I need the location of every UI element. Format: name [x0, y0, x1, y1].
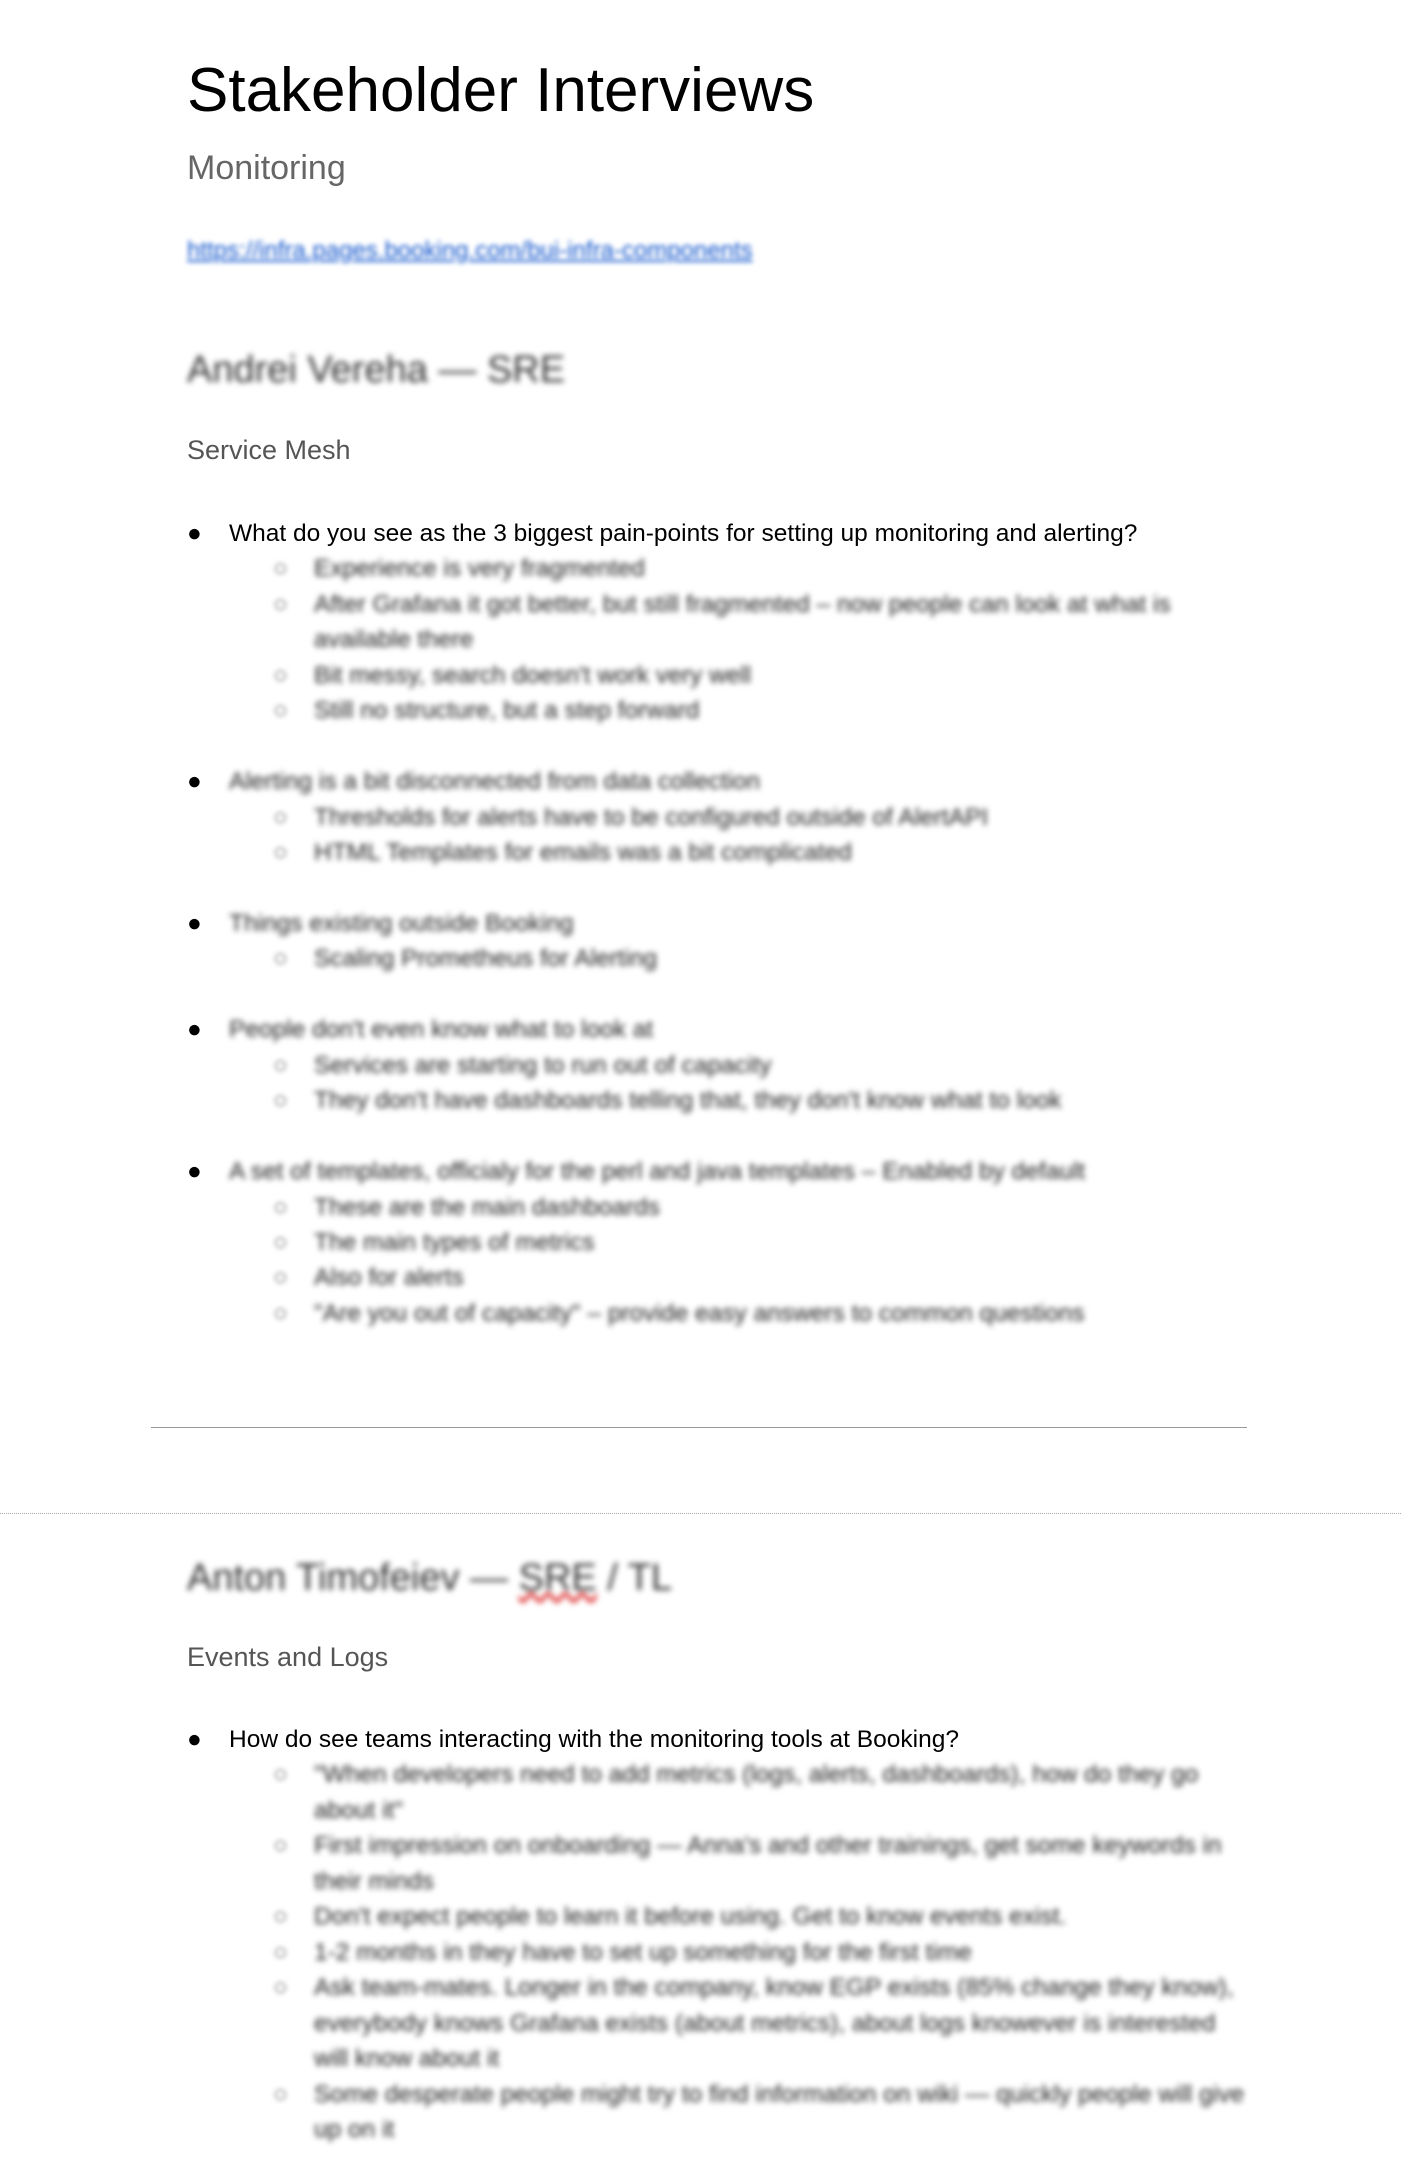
list-item-text: Alerting is a bit disconnected from data collection — [229, 768, 761, 796]
circle-bullet-icon: ○ — [273, 839, 288, 867]
bullet-group — [187, 516, 1247, 729]
bullet-icon: ● — [187, 520, 202, 547]
circle-bullet-icon: ○ — [273, 1974, 288, 2002]
sub-list-item — [187, 587, 1247, 658]
sub-list-item-text: These are the main dashboards — [314, 1193, 660, 1221]
bullet-icon: ● — [187, 768, 202, 796]
sub-list-item — [187, 693, 1247, 728]
sub-list-item-text: 1-2 months in they have to set up something for the first time — [314, 1938, 972, 1966]
bullet-group — [187, 1012, 1247, 1118]
list-item-text: People don't even know what to look at — [229, 1016, 654, 1044]
bullet-icon: ● — [187, 1158, 202, 1186]
sub-list-item-text: Ask team-mates. Longer in the company, know EGP exists (85% change they know), everybody knows Grafana exists (about metrics), about logs knowever is interested will know about it — [314, 1974, 1234, 2073]
list-item-text: What do you see as the 3 biggest pain-points for setting up monitoring and alerting? — [229, 520, 1138, 547]
page-break — [0, 1513, 1401, 1514]
list-item — [187, 906, 1247, 941]
circle-bullet-icon: ○ — [273, 1229, 288, 1256]
circle-bullet-icon: ○ — [273, 697, 288, 725]
circle-bullet-icon: ○ — [273, 1938, 288, 1966]
list-item — [187, 1722, 1247, 1757]
sub-list-item — [187, 1190, 1247, 1225]
sub-list-item — [187, 2077, 1247, 2148]
horizontal-rule — [151, 1427, 1247, 1428]
topic-heading: Service Mesh — [187, 435, 351, 465]
list-item — [187, 1154, 1247, 1189]
interviewee-heading: Andrei Vereha — SRE — [187, 349, 566, 391]
sub-list-item — [187, 1757, 1247, 1828]
document-subtitle: Monitoring — [187, 149, 346, 187]
circle-bullet-icon: ○ — [273, 1903, 288, 1931]
infra-components-link[interactable]: https://infra.pages.booking.com/bui-infra-components — [187, 237, 753, 264]
sub-list-item — [187, 658, 1247, 693]
sub-list-item — [187, 800, 1247, 835]
sub-list-item-text: Thresholds for alerts have to be configured outside of AlertAPI — [314, 803, 989, 831]
sub-list-item — [187, 941, 1247, 976]
circle-bullet-icon: ○ — [273, 1832, 288, 1860]
sub-list-item-text: Some desperate people might try to find information on wiki — quickly people will give up on it — [314, 2080, 1245, 2143]
sub-list-item — [187, 835, 1247, 870]
bullet-group — [187, 1154, 1247, 1331]
circle-bullet-icon: ○ — [273, 803, 288, 831]
list-item — [187, 516, 1247, 551]
bullet-icon: ● — [187, 1726, 202, 1753]
sub-list-item-text: Also for alerts — [314, 1264, 464, 1292]
sub-list-item-text: First impression on onboarding — Anna's and other trainings, get some keywords in their minds — [314, 1832, 1222, 1895]
bullet-group — [187, 764, 1247, 870]
sub-list-item — [187, 1899, 1247, 1934]
bullet-icon: ● — [187, 1016, 202, 1044]
bullet-icon: ● — [187, 909, 202, 937]
interview-notes-list — [187, 516, 1247, 1367]
circle-bullet-icon: ○ — [273, 1761, 288, 1789]
interviewee-role-suffix: / TL — [596, 1557, 673, 1599]
sub-list-item-text: After Grafana it got better, but still fragmented – now people can look at what is available there — [314, 590, 1171, 654]
circle-bullet-icon: ○ — [273, 1193, 288, 1221]
circle-bullet-icon: ○ — [273, 945, 288, 973]
circle-bullet-icon: ○ — [273, 661, 288, 689]
circle-bullet-icon: ○ — [273, 590, 288, 618]
sub-list-item — [187, 1260, 1247, 1295]
list-item-text: A set of templates, officialy for the perl and java templates – Enabled by default — [229, 1158, 1086, 1186]
interview-notes-list — [187, 1722, 1247, 2183]
sub-list-item-text: Don't expect people to learn it before using. Get to know events exist. — [314, 1903, 1067, 1931]
sub-list-item-text: They don't have dashboards telling that, they don't know what to look — [314, 1087, 1062, 1115]
circle-bullet-icon: ○ — [273, 1087, 288, 1115]
interviewee-heading — [187, 1556, 672, 1600]
sub-list-item-text: Services are starting to run out of capacity — [314, 1051, 772, 1079]
circle-bullet-icon: ○ — [273, 555, 288, 583]
sub-list-item-text: Experience is very fragmented — [314, 555, 645, 583]
interviewee-role: SRE — [518, 1557, 597, 1599]
sub-list-item-text: Still no structure, but a step forward — [314, 697, 700, 725]
interviewee-name: Anton Timofeiev — — [187, 1557, 519, 1599]
sub-list-item — [187, 1970, 1247, 2076]
circle-bullet-icon: ○ — [273, 2080, 288, 2108]
sub-list-item — [187, 1828, 1247, 1899]
sub-list-item-text: "When developers need to add metrics (logs, alerts, dashboards), how do they go about it" — [314, 1761, 1199, 1824]
bullet-group — [187, 906, 1247, 977]
document-title: Stakeholder Interviews — [187, 56, 815, 125]
topic-heading: Events and Logs — [187, 1642, 389, 1672]
sub-list-item-text: The main types of metrics — [314, 1229, 595, 1256]
sub-list-item — [187, 1083, 1247, 1118]
bullet-group — [187, 1722, 1247, 2147]
list-item — [187, 764, 1247, 799]
sub-list-item-text: "Are you out of capacity" – provide easy answers to common questions — [314, 1299, 1085, 1327]
list-item-text: How do see teams interacting with the monitoring tools at Booking? — [229, 1726, 959, 1753]
sub-list-item-text: HTML Templates for emails was a bit complicated — [314, 839, 852, 867]
circle-bullet-icon: ○ — [273, 1299, 288, 1327]
list-item — [187, 1012, 1247, 1047]
sub-list-item — [187, 1935, 1247, 1970]
sub-list-item — [187, 1225, 1247, 1260]
circle-bullet-icon: ○ — [273, 1051, 288, 1079]
circle-bullet-icon: ○ — [273, 1264, 288, 1292]
sub-list-item-text: Scaling Prometheus for Alerting — [314, 945, 658, 973]
sub-list-item-text: Bit messy, search doesn't work very well — [314, 661, 752, 689]
sub-list-item — [187, 551, 1247, 586]
sub-list-item — [187, 1296, 1247, 1331]
sub-list-item — [187, 1048, 1247, 1083]
list-item-text: Things existing outside Booking — [229, 909, 574, 937]
